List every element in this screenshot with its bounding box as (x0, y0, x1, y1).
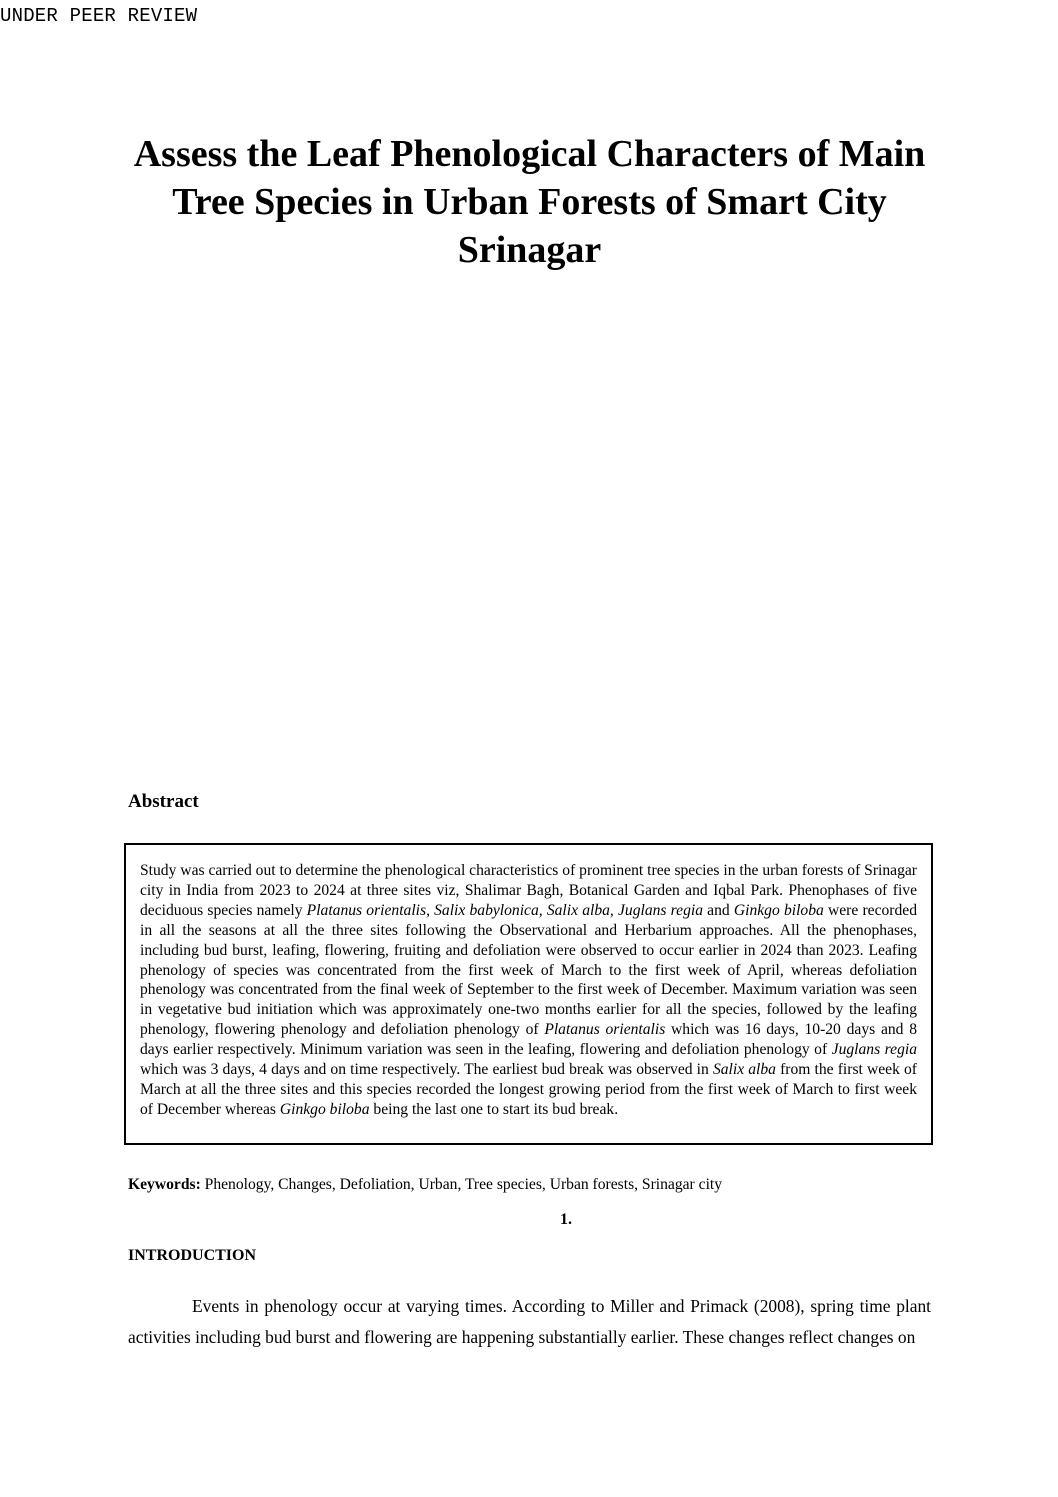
abstract-part: were recorded in all the seasons at all the three sites following the Observational and Herbarium approaches. All the phenophases, including bud burst, leafing, flowering, fruiting and defoliation were observed to occur earlier in 2024 than 2023. Leafing phenology of species was concentrated from the first week of March to the first week of April, whereas defoliation phenology was concentrated from the final week of September to the first week of December. Maximum variation was seen in vegetative bud initiation which was approximately one-two months earlier for all the species, followed by the leafing phenology, flowering phenology and defoliation phenology of (140, 901, 917, 1039)
section-title: INTRODUCTION (128, 1247, 257, 1264)
section-number: 1. (560, 1211, 572, 1228)
species-name: Juglans regia (831, 1041, 917, 1059)
keywords-label: Keywords: (128, 1176, 201, 1193)
abstract-part: which was 16 days, 10-20 days and 8 days earlier respectively. Minimum variation was seen in the leafing, flowering and defoliation phenology of (140, 1021, 918, 1059)
species-name: Ginkgo biloba (733, 901, 824, 919)
intro-paragraph: Events in phenology occur at varying times. According to Miller and Primack (2008), spring time plant activities including bud burst and flowering are happening substantially earlier. These changes reflect changes on (128, 1296, 931, 1347)
species-name: Ginkgo biloba (279, 1100, 370, 1118)
species-name: Salix alba (712, 1061, 776, 1079)
abstract-part: and (703, 901, 734, 919)
species-name: Platanus orientalis (544, 1021, 666, 1039)
abstract-part: being the last one to start its bud break. (369, 1100, 619, 1118)
abstract-box (124, 843, 933, 1145)
keywords-line (128, 1176, 722, 1194)
review-stamp: UNDER PEER REVIEW (0, 5, 198, 27)
abstract-part: from the first week of March at all the three sites and this species recorded the longest growing period from the first week of March to first week of December whereas (140, 1061, 918, 1118)
species-name: Platanus orientalis, Salix babylonica, Salix alba, Juglans regia (306, 901, 704, 919)
keywords-list: Phenology, Changes, Defoliation, Urban, Tree species, Urban forests, Srinagar city (200, 1176, 723, 1193)
abstract-part: Study was carried out to determine the phenological characteristics of prominent tree species in the urban forests of Srinagar city in India from 2023 to 2024 at three sites viz, Shalimar Bagh, Botanical Garden and Iqbal Park. Phenophases of five deciduous species namely (140, 862, 917, 919)
abstract-text (140, 861, 917, 1120)
abstract-heading: Abstract (128, 791, 199, 812)
paper-title: Assess the Leaf Phenological Characters of Main Tree Species in Urban Forests of Smart City Srinagar (133, 133, 926, 271)
abstract-part: which was 3 days, 4 days and on time respectively. The earliest bud break was observed in (140, 1061, 713, 1079)
